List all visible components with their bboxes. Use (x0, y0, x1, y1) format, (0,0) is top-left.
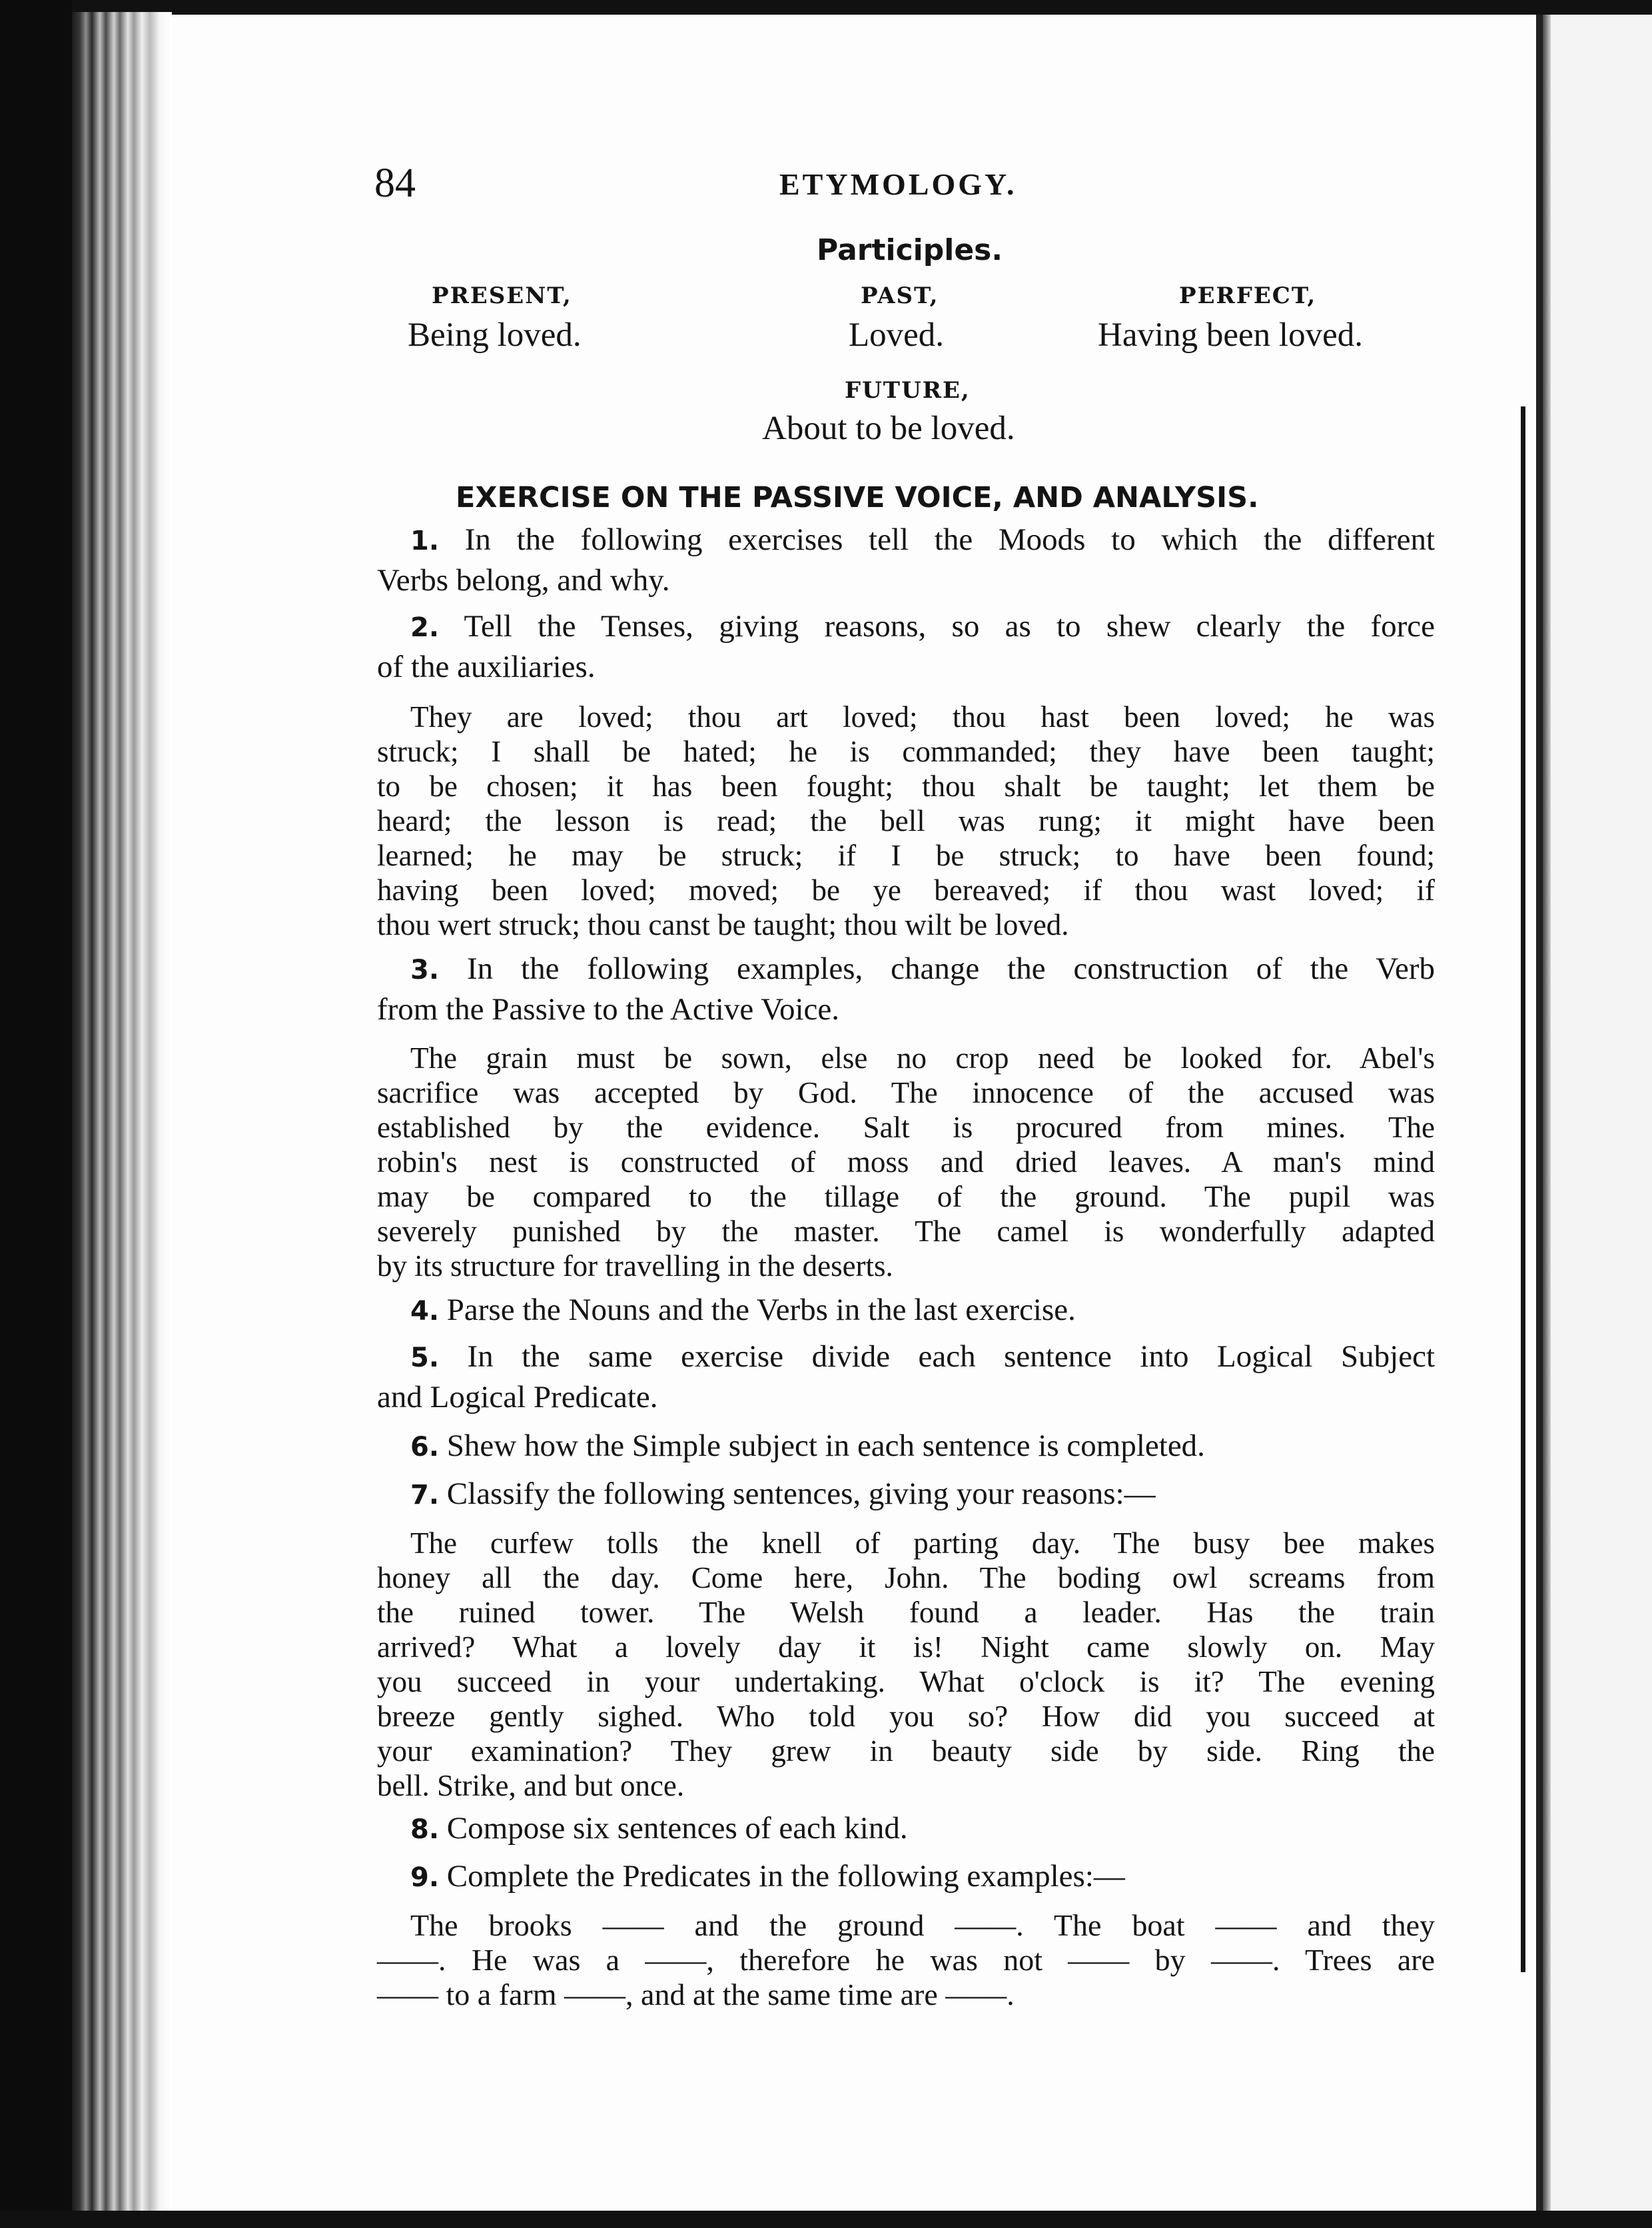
item-line: Verbs belong, and why. (377, 563, 670, 598)
future-value: About to be loved. (762, 410, 1015, 447)
item-number: 4. (410, 1296, 440, 1327)
item-line (377, 1808, 1435, 1849)
item-number: 5. (410, 1343, 440, 1373)
passage-line: having been loved; moved; be ye bereaved; if thou wast loved; if (377, 873, 1435, 907)
passage-line: by its structure for travelling in the deserts. (377, 1249, 893, 1283)
book-binding-edge (72, 12, 172, 2211)
item-line (377, 1290, 1435, 1331)
item-line (377, 606, 1435, 647)
facing-page-leaf (1543, 15, 1652, 2211)
passage-line: The curfew tolls the knell of parting day. The busy bee makes (410, 1526, 1435, 1560)
exercise-item-4 (377, 1290, 1435, 1331)
present-value: Being loved. (408, 316, 582, 354)
passage-line: severely punished by the master. The camel is wonderfully adapted (377, 1215, 1435, 1248)
participles-heading: Participles. (817, 233, 1003, 267)
item-text: Shew how the Simple subject in each sentence is completed. (446, 1428, 1205, 1463)
passage-line: established by the evidence. Salt is procured from mines. The (377, 1111, 1435, 1144)
facing-page-shadow (1543, 15, 1551, 2211)
item-text: Parse the Nouns and the Verbs in the last exercise. (446, 1293, 1076, 1327)
passage-line: learned; he may be struck; if I be struck; to have been found; (377, 839, 1435, 872)
passage-line: The brooks —— and the ground ——. The boat —— and they (410, 1908, 1435, 1942)
exercise-item-7 (377, 1474, 1435, 1514)
item-text: In the following examples, change the construction of the Verb (466, 951, 1436, 986)
running-title: ETYMOLOGY. (779, 167, 1017, 201)
perfect-label: PERFECT, (1179, 282, 1317, 309)
exercise-item-5 (377, 1337, 1435, 1418)
item-number: 1. (410, 526, 440, 556)
passage-line: bell. Strike, and but once. (377, 1769, 685, 1802)
passage-line: The grain must be sown, else no crop need be looked for. Abel's (410, 1041, 1435, 1075)
item-text: In the same exercise divide each sentence into Logical Subject (467, 1339, 1436, 1374)
page-number: 84 (374, 161, 416, 206)
item-line: and Logical Predicate. (377, 1380, 658, 1414)
exercise-item-9 (377, 1856, 1435, 1897)
passage-line: sacrifice was accepted by God. The innocence of the accused was (377, 1076, 1435, 1109)
item-number: 3. (410, 955, 440, 985)
passage-line: robin's nest is constructed of moss and dried leaves. A man's mind (377, 1145, 1435, 1179)
present-label: PRESENT, (432, 282, 572, 309)
exercise-item-3 (377, 949, 1435, 1030)
item-line (377, 949, 1435, 989)
passage-line: thou wert struck; thou canst be taught; thou wilt be loved. (377, 908, 1069, 941)
exercise-item-8 (377, 1808, 1435, 1849)
passage-line: —— to a farm ——, and at the same time are ——. (377, 1977, 1015, 2011)
item-text: Classify the following sentences, giving your reasons:— (446, 1476, 1156, 1511)
passage-line: you succeed in your undertaking. What o'clock is it? The evening (377, 1665, 1435, 1698)
item-text: Tell the Tenses, giving reasons, so as to shew clearly the force (464, 609, 1435, 644)
item-number: 9. (410, 1862, 440, 1893)
item-number: 2. (410, 612, 440, 643)
past-label: PAST, (861, 282, 939, 309)
perfect-value: Having been loved. (1098, 316, 1363, 354)
item-text: Complete the Predicates in the following examples:— (446, 1859, 1125, 1894)
passage-line: to be chosen; it has been fought; thou shalt be taught; let them be (377, 770, 1435, 803)
passage-line: may be compared to the tillage of the ground. The pupil was (377, 1180, 1435, 1213)
scan-border-left (0, 0, 72, 2228)
scan-border-bottom (0, 2211, 1652, 2228)
exercise-item-1 (377, 520, 1435, 601)
passage-line: heard; the lesson is read; the bell was rung; it might have been (377, 804, 1435, 837)
passage-line: arrived? What a lovely day it is! Night came slowly on. May (377, 1630, 1435, 1664)
item-line: from the Passive to the Active Voice. (377, 992, 840, 1027)
future-label: FUTURE, (845, 377, 971, 404)
passage-line: breeze gently sighed. Who told you so? How did you succeed at (377, 1700, 1435, 1733)
exercise-passage-2 (377, 1041, 1435, 1283)
passage-line: honey all the day. Come here, John. The boding owl screams from (377, 1561, 1435, 1594)
page-margin-shadow (1521, 406, 1525, 1972)
exercise-passage-3 (377, 1526, 1435, 1803)
exercise-item-6 (377, 1426, 1435, 1466)
exercise-passage-4 (377, 1908, 1435, 2012)
passage-line: the ruined tower. The Welsh found a leader. Has the train (377, 1596, 1435, 1629)
scan-border-top (0, 0, 1652, 15)
passage-line: your examination? They grew in beauty side by side. Ring the (377, 1734, 1435, 1768)
passage-line: They are loved; thou art loved; thou hast been loved; he was (410, 700, 1435, 734)
item-line (377, 1474, 1435, 1514)
item-line (377, 1337, 1435, 1377)
item-number: 8. (410, 1814, 440, 1845)
item-line (377, 1426, 1435, 1466)
exercise-item-2 (377, 606, 1435, 688)
exercise-passage-1 (377, 700, 1435, 942)
passage-line: struck; I shall be hated; he is commanded; they have been taught; (377, 735, 1435, 768)
item-line (377, 520, 1435, 560)
item-line (377, 1856, 1435, 1897)
past-value: Loved. (849, 316, 945, 354)
exercise-heading: EXERCISE ON THE PASSIVE VOICE, AND ANALYSIS. (456, 481, 1259, 514)
item-text: Compose six sentences of each kind. (446, 1811, 908, 1846)
item-line: of the auxiliaries. (377, 650, 596, 684)
item-number: 6. (410, 1432, 440, 1462)
item-number: 7. (410, 1480, 440, 1510)
page-edge-right (1536, 15, 1543, 2211)
item-text: In the following exercises tell the Moods to which the different (464, 522, 1436, 557)
passage-line: ——. He was a ——, therefore he was not —— by ——. Trees are (377, 1943, 1435, 1977)
